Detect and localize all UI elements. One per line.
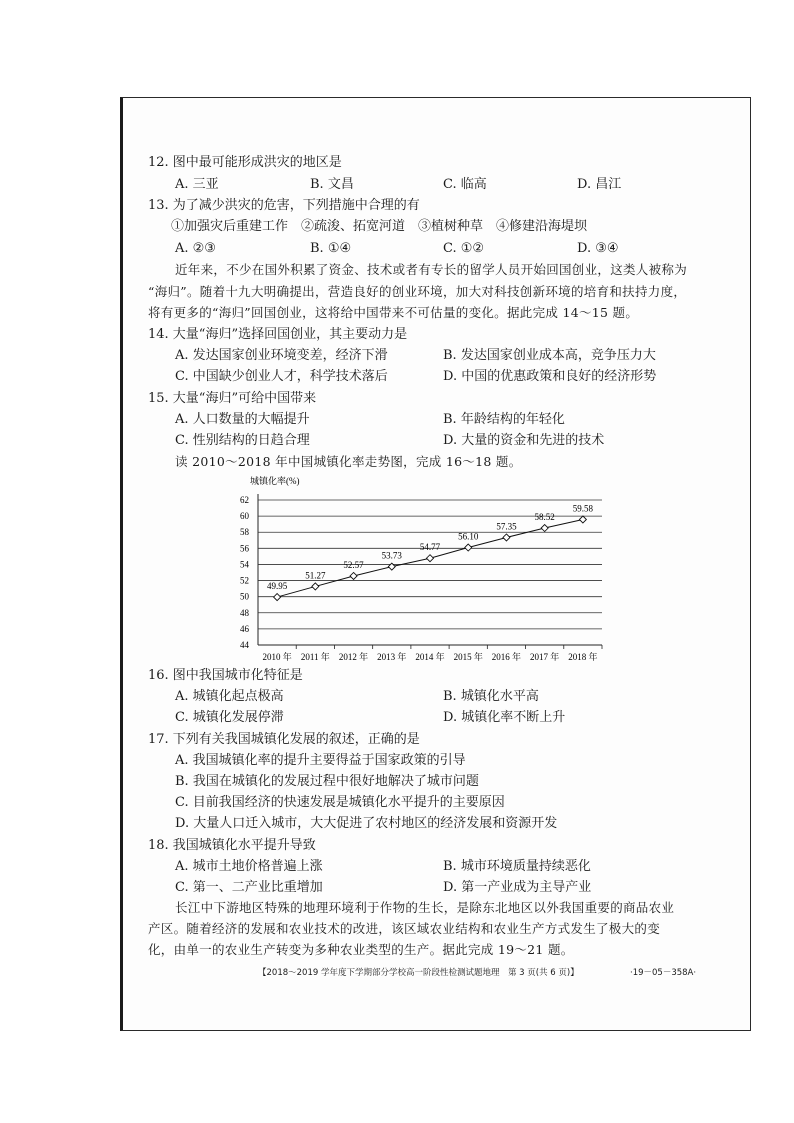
data-point [274, 594, 281, 601]
y-tick-label: 52 [240, 575, 249, 586]
q16-option-d: D. 城镇化率不断上升 [443, 710, 566, 725]
q15-stem: 15. 大量“海归”可给中国带来 [148, 391, 317, 406]
q15-option-a: A. 人口数量的大幅提升 [175, 412, 310, 427]
q16-stem: 16. 图中我国城市化特征是 [148, 668, 303, 683]
q17-stem: 17. 下列有关我国城镇化发展的叙述，正确的是 [148, 732, 420, 747]
data-label: 53.73 [381, 550, 402, 561]
x-tick-label: 2012 年 [338, 652, 369, 662]
passage2-line2: 产区。随着经济的发展和农业技术的改进，该区域农业结构和农业生产方式发生了极大的变 [148, 921, 661, 936]
q14-option-d: D. 中国的优惠政策和良好的经济形势 [443, 369, 657, 384]
data-point [465, 544, 472, 551]
q12-option-c: C. 临高 [443, 177, 487, 192]
footer-page-info: 【2018～2019 学年度下学期部分学校高一阶段性检测试题地理 第 3 页(共 6 页)】 [258, 968, 579, 978]
footer-code: ·19－05－358A· [630, 968, 697, 978]
data-label: 49.95 [266, 581, 288, 592]
q17-option-c: C. 目前我国经济的快速发展是城镇化水平提升的主要原因 [175, 795, 505, 810]
passage1-line1: 近年来，不少在国外积累了资金、技术或者有专长的留学人员开始回国创业，这类人被称为 [175, 262, 688, 277]
x-tick-label: 2017 年 [530, 652, 560, 662]
x-tick-label: 2010 年 [262, 652, 292, 662]
data-point [503, 534, 510, 541]
q13-option-c: C. ①② [443, 241, 485, 256]
data-label: 54.77 [419, 542, 441, 553]
x-tick-label: 2018 年 [568, 652, 598, 662]
q18-option-c: C. 第一、二产业比重增加 [175, 880, 323, 895]
q13-stem: 13. 为了减少洪灾的危害，下列措施中合理的有 [148, 198, 420, 213]
data-point [427, 555, 434, 562]
y-tick-label: 54 [240, 559, 249, 570]
data-label: 58.52 [534, 512, 555, 523]
q13-option-a: A. ②③ [175, 241, 216, 256]
x-tick-label: 2013 年 [377, 652, 407, 662]
q15-option-d: D. 大量的资金和先进的技术 [443, 433, 605, 448]
q12-option-d: D. 昌江 [577, 177, 622, 192]
q15-option-c: C. 性别结构的日趋合理 [175, 433, 310, 448]
q15-option-b: B. 年龄结构的年轻化 [443, 412, 565, 427]
q12-option-a: A. 三亚 [175, 177, 219, 192]
x-tick-label: 2011 年 [300, 652, 330, 662]
data-label: 59.58 [572, 503, 594, 514]
q14-stem: 14. 大量“海归”选择回国创业，其主要动力是 [148, 327, 408, 342]
q16-option-a: A. 城镇化起点极高 [175, 689, 284, 704]
q17-option-a: A. 我国城镇化率的提升主要得益于国家政策的引导 [175, 753, 466, 768]
y-tick-label: 46 [240, 623, 249, 634]
y-axis-label: 城镇化率(%) [250, 476, 300, 486]
data-label: 56.10 [458, 531, 479, 542]
q17-option-d: D. 大量人口迁入城市，大大促进了农村地区的经济发展和资源开发 [175, 816, 558, 831]
chart-intro: 读 2010～2018 年中国城镇化率走势图，完成 16～18 题。 [175, 454, 522, 469]
data-point [350, 572, 357, 579]
q17-option-b: B. 我国在城镇化的发展过程中很好地解决了城市问题 [175, 774, 479, 789]
y-tick-label: 50 [240, 591, 249, 602]
q14-option-b: B. 发达国家创业成本高，竞争压力大 [443, 348, 656, 363]
data-point [579, 516, 586, 523]
x-tick-label: 2016 年 [491, 652, 522, 662]
y-tick-label: 62 [240, 495, 249, 505]
q18-stem: 18. 我国城镇化水平提升导致 [148, 838, 316, 853]
q12-stem: 12. 图中最可能形成洪灾的地区是 [148, 155, 342, 170]
x-tick-label: 2015 年 [453, 652, 483, 662]
y-tick-label: 60 [240, 511, 249, 522]
q18-option-a: A. 城市土地价格普遍上涨 [175, 859, 323, 874]
data-label: 52.57 [343, 559, 364, 570]
y-tick-label: 58 [240, 527, 249, 538]
data-point [312, 583, 319, 590]
q14-option-a: A. 发达国家创业环境变差，经济下滑 [175, 348, 388, 363]
x-tick-label: 2014 年 [415, 652, 445, 662]
q18-option-b: B. 城市环境质量持续恶化 [443, 859, 591, 874]
passage1-line3: 将有更多的“海归”回国创业，这将给中国带来不可估量的变化。据此完成 14～15 题。 [148, 305, 639, 320]
urbanization-rate-chart [200, 470, 620, 665]
passage2-line1: 长江中下游地区特殊的地理环境利于作物的生长，是除东北地区以外我国重要的商品农业 [175, 900, 675, 915]
data-label: 51.27 [305, 570, 326, 581]
passage2-line3: 化，由单一的农业生产转变为多种农业类型的生产。据此完成 19～21 题。 [148, 942, 574, 957]
q13-option-b: B. ①④ [310, 241, 352, 256]
q12-option-b: B. 文昌 [310, 177, 354, 192]
q14-option-c: C. 中国缺少创业人才，科学技术落后 [175, 369, 388, 384]
q13-option-d: D. ③④ [577, 241, 619, 256]
y-tick-label: 44 [240, 640, 249, 650]
y-tick-label: 56 [240, 543, 249, 554]
q16-option-b: B. 城镇化水平高 [443, 689, 539, 704]
q16-option-c: C. 城镇化发展停滞 [175, 710, 284, 725]
q18-option-d: D. 第一产业成为主导产业 [443, 880, 592, 895]
data-point [541, 525, 548, 532]
q13-measures: ①加强灾后重建工作 ②疏浚、拓宽河道 ③植树种草 ④修建沿海堤坝 [171, 219, 588, 234]
y-tick-label: 48 [240, 607, 249, 618]
passage1-line2: “海归”。随着十九大明确提出，营造良好的创业环境，加大对科技创新环境的培育和扶持力度， [148, 284, 687, 299]
data-label: 57.35 [496, 521, 517, 532]
